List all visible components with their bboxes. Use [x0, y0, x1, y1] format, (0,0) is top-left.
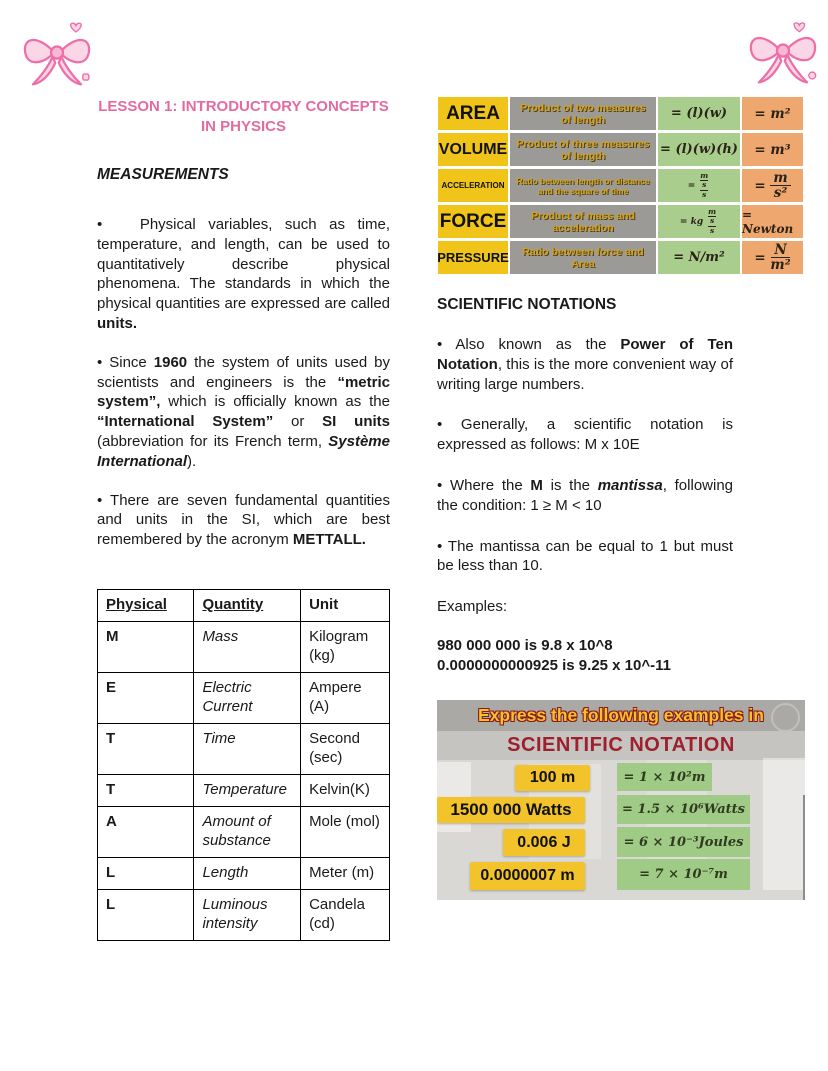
page-title	[97, 97, 390, 137]
unit-description: Ratio between length or distance and the square of time	[510, 169, 656, 202]
unit-result: = m³	[742, 133, 803, 166]
unit-result: = $\frac{N}{\text{m²}}$	[742, 241, 803, 274]
example-2: 0.0000000000925 is 9.25 x 10^-11	[437, 657, 671, 675]
table-row: T Temperature Kelvin(K)	[98, 774, 390, 806]
unit-formula: = m s s	[658, 169, 740, 202]
unit-result: = m²	[742, 97, 803, 130]
image-edge-line	[803, 795, 805, 900]
unit-label: VOLUME	[438, 133, 508, 166]
bullet-general-form: • Generally, a scientific notation is expressed as follows: M x 10E	[437, 416, 733, 454]
unit-formula: = N/m²	[658, 241, 740, 274]
unit-formula: = (l)(w)	[658, 97, 740, 130]
left-column	[97, 97, 390, 941]
image-title-line1: Express the following examples in	[478, 705, 764, 725]
unit-description: Product of two measures of length	[510, 97, 656, 130]
unit-label: FORCE	[438, 205, 508, 238]
unit-formula: = kg m s s	[658, 205, 740, 238]
bullet-power-of-ten: • Also known as the Power of Ten Notation, this is the more convenient way of writing large numbers.	[437, 336, 734, 393]
image-title-line2: SCIENTIFIC NOTATION	[507, 734, 735, 756]
background-building	[763, 758, 805, 890]
table-row: L Length Meter (m)	[98, 857, 390, 889]
table-row: A Amount of substance Mole (mol)	[98, 806, 390, 857]
examples-block	[437, 636, 733, 676]
scientific-notations-section	[437, 296, 733, 676]
circle-decoration	[771, 703, 800, 732]
derived-units-table	[438, 97, 805, 274]
header-unit: Unit	[309, 595, 339, 613]
bullet-mantissa: • Where the M is the mantissa, following the condition: 1 ≥ M < 10	[437, 476, 734, 514]
unit-result: = Newton	[742, 205, 803, 238]
mettall-table	[97, 589, 390, 941]
bow-icon	[740, 10, 826, 92]
examples-label: Examples:	[437, 598, 508, 616]
page-title-line1: LESSON 1: INTRODUCTORY CONCEPTS	[98, 98, 389, 115]
unit-label: AREA	[438, 97, 508, 130]
notation-box: = 1 × 10²m	[617, 763, 712, 791]
unit-label: ACCELERATION	[438, 169, 508, 202]
notation-box: = 1.5 × 10⁶Watts	[617, 795, 750, 824]
value-box: 0.0000007 m	[470, 862, 585, 890]
units-row-area	[438, 97, 805, 130]
bow-icon	[14, 12, 100, 94]
value-box: 0.006 J	[503, 829, 585, 856]
value-box: 1500 000 Watts	[437, 797, 585, 823]
page-title-line2: IN PHYSICS	[200, 118, 287, 135]
units-row-volume	[438, 133, 805, 166]
paragraph-mettall: • There are seven fundamental quantities and units in the SI, which are best remembered by the acronym METTALL.	[97, 491, 390, 549]
unit-description: Ratio between force and Area	[510, 241, 656, 274]
unit-description: Product of three measures of length	[510, 133, 656, 166]
scientific-notation-examples-image	[437, 700, 805, 900]
unit-result: = $\frac{m}{\text{s²}}$	[742, 169, 803, 202]
unit-label: PRESSURE	[438, 241, 508, 274]
image-header-top	[437, 700, 805, 731]
unit-formula: = (l)(w)(h)	[658, 133, 740, 166]
example-1: 980 000 000 is 9.8 x 10^8	[437, 637, 613, 655]
header-physical: Physical	[106, 595, 167, 613]
units-row-pressure	[438, 241, 805, 274]
paragraph-metric-system: • Since 1960 the system of units used by scientists and engineers is the “metric system”, which is officially known as the “International System” or SI units (abbreviation for its French term, Système International).	[97, 353, 390, 470]
value-box: 100 m	[515, 765, 590, 791]
table-row: T Time Second (sec)	[98, 723, 390, 774]
table-row: E Electric Current Ampere (A)	[98, 672, 390, 723]
table-header-row	[98, 589, 390, 621]
paragraph-physical-variables: • Physical variables, such as time, temperature, and length, can be used to quantitatively describe physical phenomena. The standards in which the physical quantities are expressed are called units.	[97, 216, 390, 332]
unit-description: Product of mass and acceleration	[510, 205, 656, 238]
notation-box: = 6 × 10⁻³Joules	[617, 827, 750, 857]
table-row: L Luminous intensity Candela (cd)	[98, 889, 390, 940]
notation-box: = 7 × 10⁻⁷m	[617, 859, 750, 890]
table-row: M Mass Kilogram (kg)	[98, 621, 390, 672]
units-row-force	[438, 205, 805, 238]
units-row-acceleration	[438, 169, 805, 202]
measurements-heading: MEASUREMENTS	[97, 166, 229, 183]
header-quantity: Quantity	[202, 595, 264, 613]
scientific-notations-heading: SCIENTIFIC NOTATIONS	[437, 296, 617, 313]
image-header-bottom	[437, 731, 805, 760]
bullet-mantissa-condition: • The mantissa can be equal to 1 but must be less than 10.	[437, 537, 733, 575]
